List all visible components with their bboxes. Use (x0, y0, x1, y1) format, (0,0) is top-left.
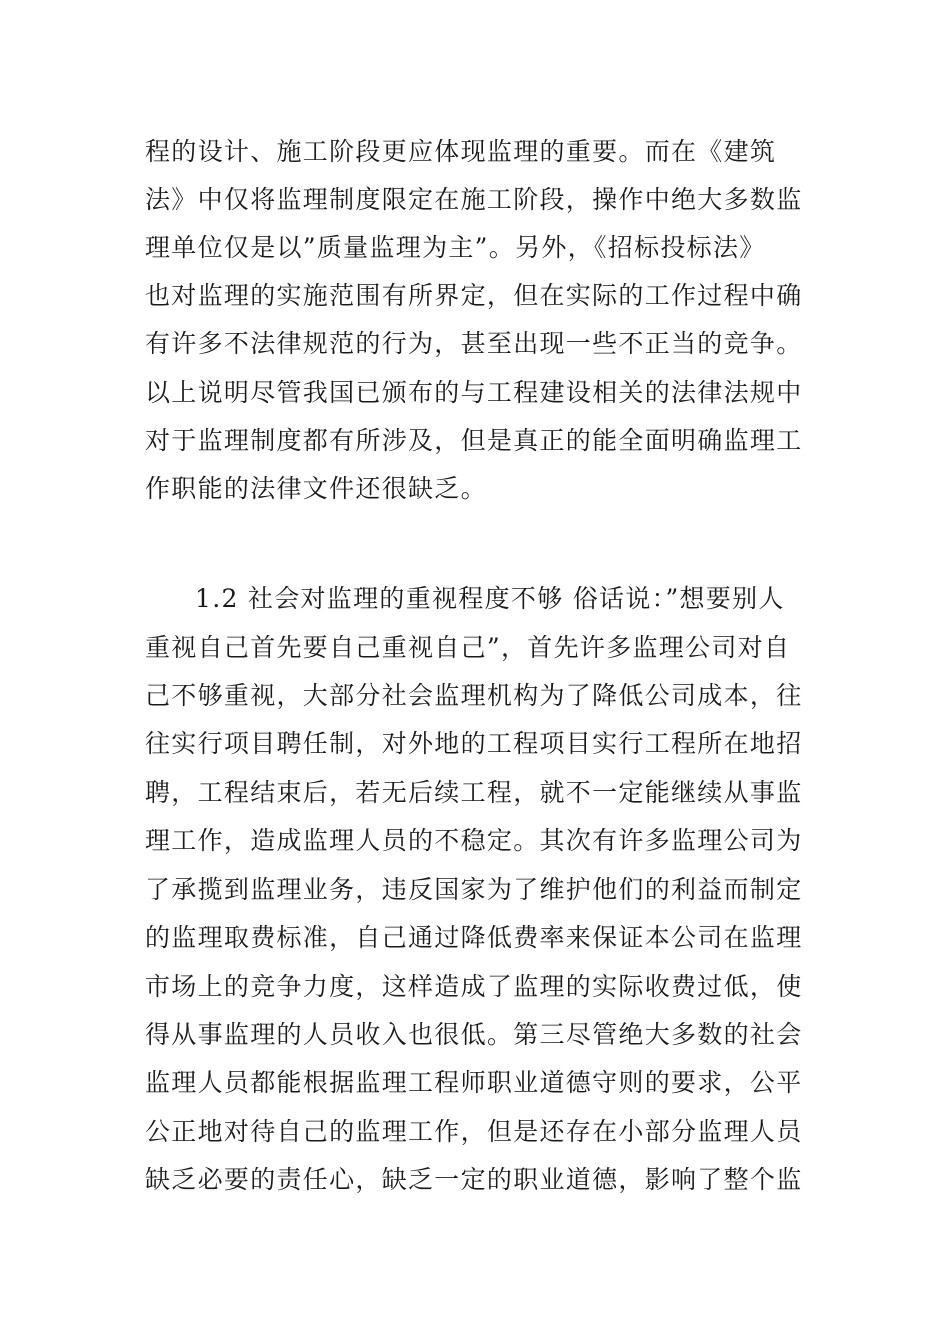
paragraph-2-line: 缺乏必要的责任心，缺乏一定的职业道德，影响了整个监 (145, 1165, 803, 1194)
paragraph-2-line: 聘，工程结束后，若无后续工程，就不一定能继续从事监 (145, 778, 803, 807)
paragraph-1-line: 有许多不法律规范的行为，甚至出现一些不正当的竞争。 (145, 329, 803, 358)
paragraph-1-line: 作职能的法律文件还很缺乏。 (145, 474, 487, 503)
paragraph-2-line: 监理人员都能根据监理工程师职业道德守则的要求，公平 (145, 1068, 803, 1097)
paragraph-1-line: 对于监理制度都有所涉及，但是真正的能全面明确监理工 (145, 426, 803, 455)
paragraph-1-line: 程的设计、施工阶段更应体现监理的重要。而在《建筑 (145, 137, 777, 166)
paragraph-2-line: 己不够重视，大部分社会监理机构为了降低公司成本，往 (145, 681, 803, 710)
paragraph-1-line: 也对监理的实施范围有所界定，但在实际的工作过程中确 (145, 281, 803, 310)
paragraph-2-line: 了承揽到监理业务，违反国家为了维护他们的利益而制定 (145, 875, 803, 904)
paragraph-1-line: 理单位仅是以”质量监理为主”。另外，《招标投标法》 (145, 233, 766, 262)
paragraph-1-line: 法》中仅将监理制度限定在施工阶段，操作中绝大多数监 (145, 185, 803, 214)
paragraph-2-line: 市场上的竞争力度，这样造成了监理的实际收费过低，使 (145, 972, 803, 1001)
paragraph-1-line: 以上说明尽管我国已颁布的与工程建设相关的法律法规中 (145, 378, 803, 407)
paragraph-2-line: 重视自己首先要自己重视自己”，首先许多监理公司对自 (145, 633, 791, 662)
paragraph-2-line: 公正地对待自己的监理工作，但是还存在小部分监理人员 (145, 1117, 803, 1146)
section-heading-line: 1.2 社会对监理的重视程度不够 俗话说：”想要别人 (195, 584, 785, 613)
paragraph-2-line: 往实行项目聘任制，对外地的工程项目实行工程所在地招 (145, 729, 803, 758)
paragraph-2-line: 的监理取费标准，自己通过降低费率来保证本公司在监理 (145, 923, 803, 952)
paragraph-2-line: 理工作，造成监理人员的不稳定。其次有许多监理公司为 (145, 826, 803, 855)
paragraph-2-line: 得从事监理的人员收入也很低。第三尽管绝大多数的社会 (145, 1020, 803, 1049)
